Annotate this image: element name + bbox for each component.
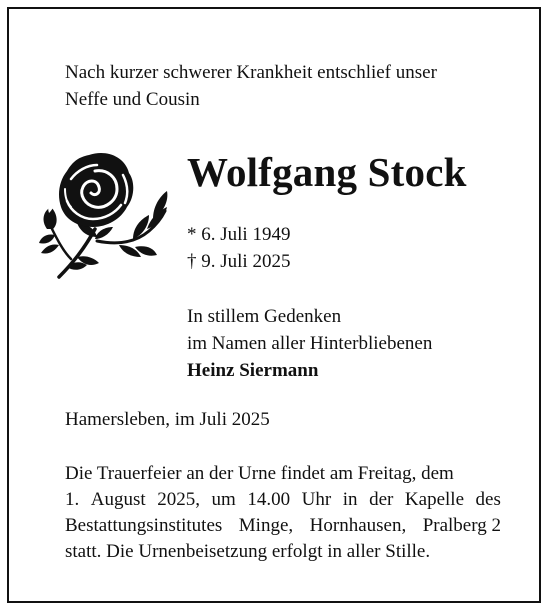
mourners-line-2: im Namen aller Hinterbliebenen	[187, 333, 433, 354]
notice-line-2	[65, 487, 501, 513]
notice-word: Minge,	[238, 515, 294, 536]
mourners-line-1: In stillem Gedenken	[187, 306, 342, 327]
intro-text	[65, 59, 437, 113]
notice-line-4: statt. Die Urnenbeisetzung erfolgt in aller Stille.	[65, 541, 431, 562]
notice-word: 2025,	[157, 489, 200, 510]
notice-word: August	[90, 489, 146, 510]
notice-word: Uhr	[301, 489, 332, 510]
notice-line-3	[65, 513, 501, 539]
death-date: † 9. Juli 2025	[187, 251, 291, 272]
deceased-name: Wolfgang Stock	[187, 149, 467, 195]
place-date: Hamersleben, im Juli 2025	[65, 409, 270, 430]
rose-icon	[37, 149, 177, 284]
funeral-notice	[65, 461, 501, 565]
notice-word: Hornhausen,	[309, 515, 407, 536]
obituary-card	[7, 7, 541, 603]
life-dates	[187, 221, 290, 275]
notice-word: des	[475, 489, 501, 510]
notice-line-1: Die Trauerfeier an der Urne findet am Freitag, dem	[65, 463, 454, 484]
intro-line-2: Neffe und Cousin	[65, 89, 200, 110]
intro-line-1: Nach kurzer schwerer Krankheit entschlief unser	[65, 62, 437, 83]
notice-word: der	[369, 489, 394, 510]
notice-word: um	[211, 489, 236, 510]
notice-word: Kapelle	[404, 489, 464, 510]
notice-word: Bestattungsinstitutes	[65, 515, 223, 536]
notice-word: Pralberg 2	[422, 515, 501, 536]
notice-word: 1.	[65, 489, 80, 510]
mourners-block	[187, 303, 432, 384]
notice-word: 14.00	[247, 489, 291, 510]
notice-word: in	[342, 489, 358, 510]
birth-date: * 6. Juli 1949	[187, 224, 291, 245]
signatory-name: Heinz Siermann	[187, 360, 319, 381]
